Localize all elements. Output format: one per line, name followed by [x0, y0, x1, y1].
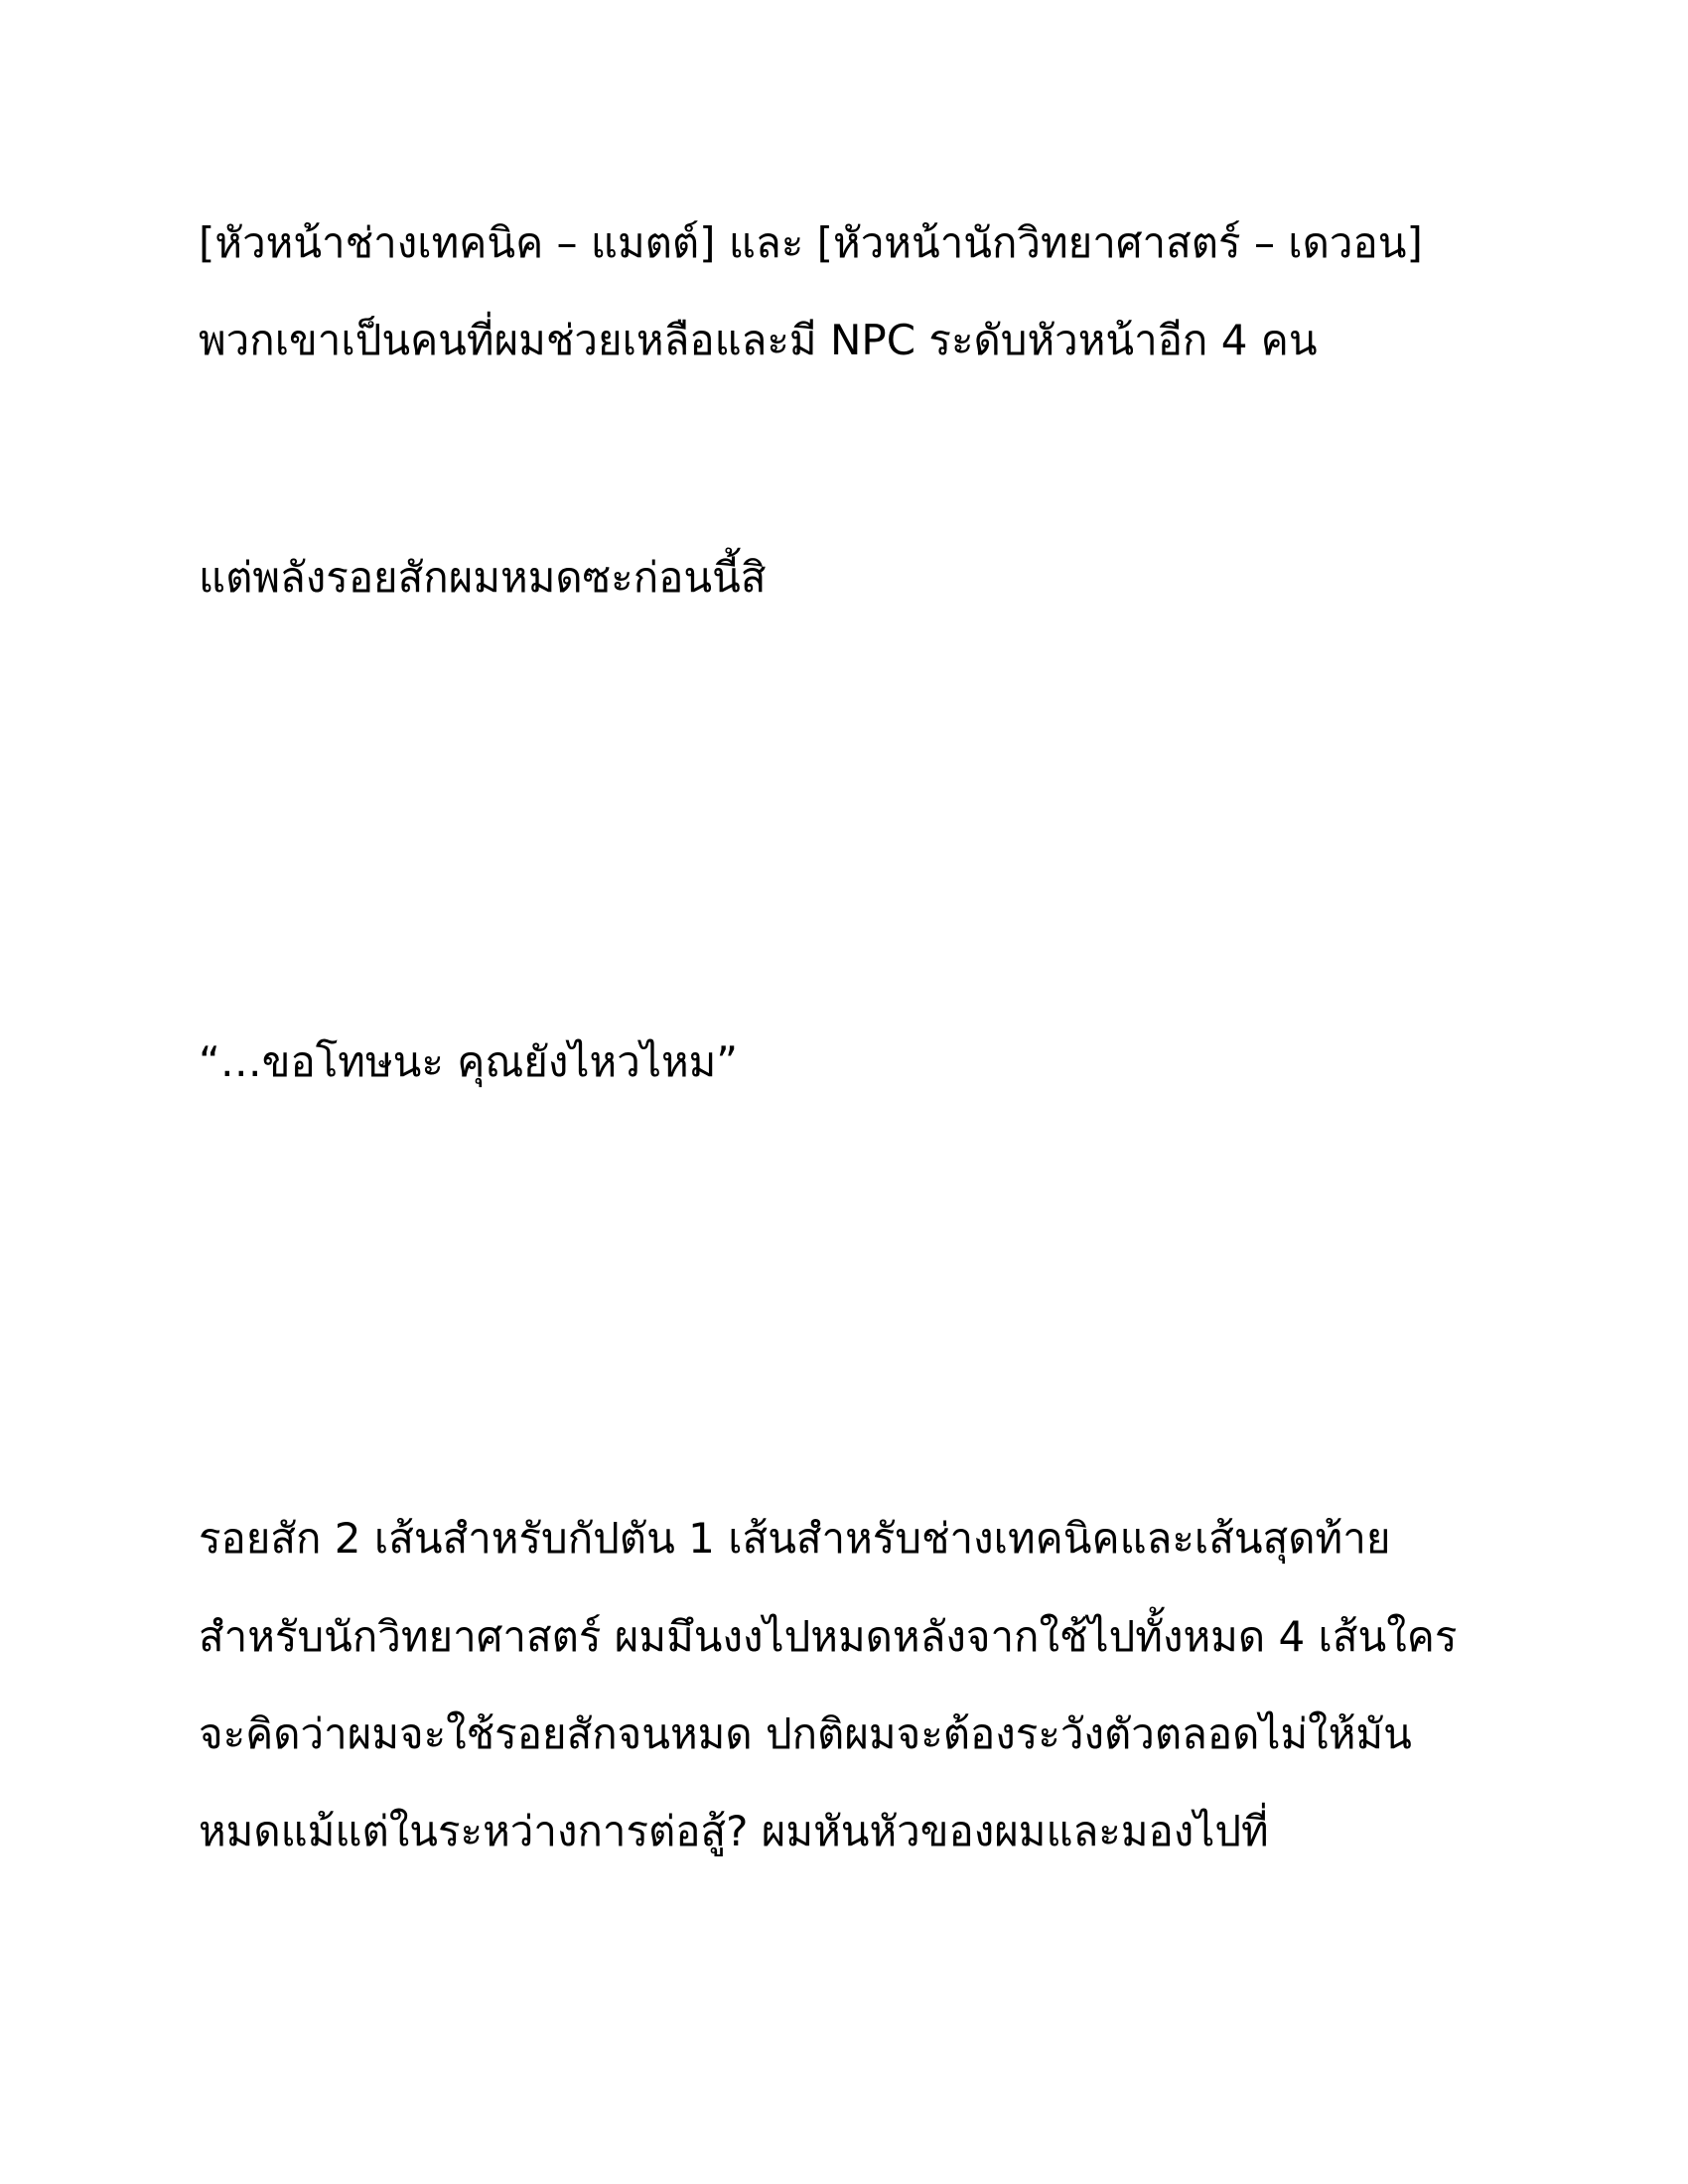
text-line: สำหรับนักวิทยาศาสตร์ ผมมึนงงไปหมดหลังจากใช้ไปทั้งหมด 4 เส้นใคร — [199, 1612, 1458, 1661]
text-line: พวกเขาเป็นคนที่ผมช่วยเหลือและมี NPC ระดับหัวหน้าอีก 4 คน — [199, 316, 1318, 364]
text-line: หมดแม้แต่ในระหว่างการต่อสู้? ผมหันหัวของผมและมองไปที่ — [199, 1807, 1269, 1855]
text-line: จะคิดว่าผมจะใช้รอยสักจนหมด ปกติผมจะต้องระวังตัวตลอดไม่ให้มัน — [199, 1709, 1412, 1758]
dialogue-line: “…ขอโทษนะ คุณยังไหวไหม” — [199, 1037, 739, 1086]
text-line: [หัวหน้าช่างเทคนิค – แมตต์] และ [หัวหน้านักวิทยาศาสตร์ – เดวอน] — [199, 218, 1423, 267]
text-line: รอยสัก 2 เส้นสำหรับกัปตัน 1 เส้นสำหรับช่างเทคนิคและเส้นสุดท้าย — [199, 1514, 1391, 1563]
text-line: แต่พลังรอยสักผมหมดซะก่อนนี้สิ — [199, 553, 767, 602]
